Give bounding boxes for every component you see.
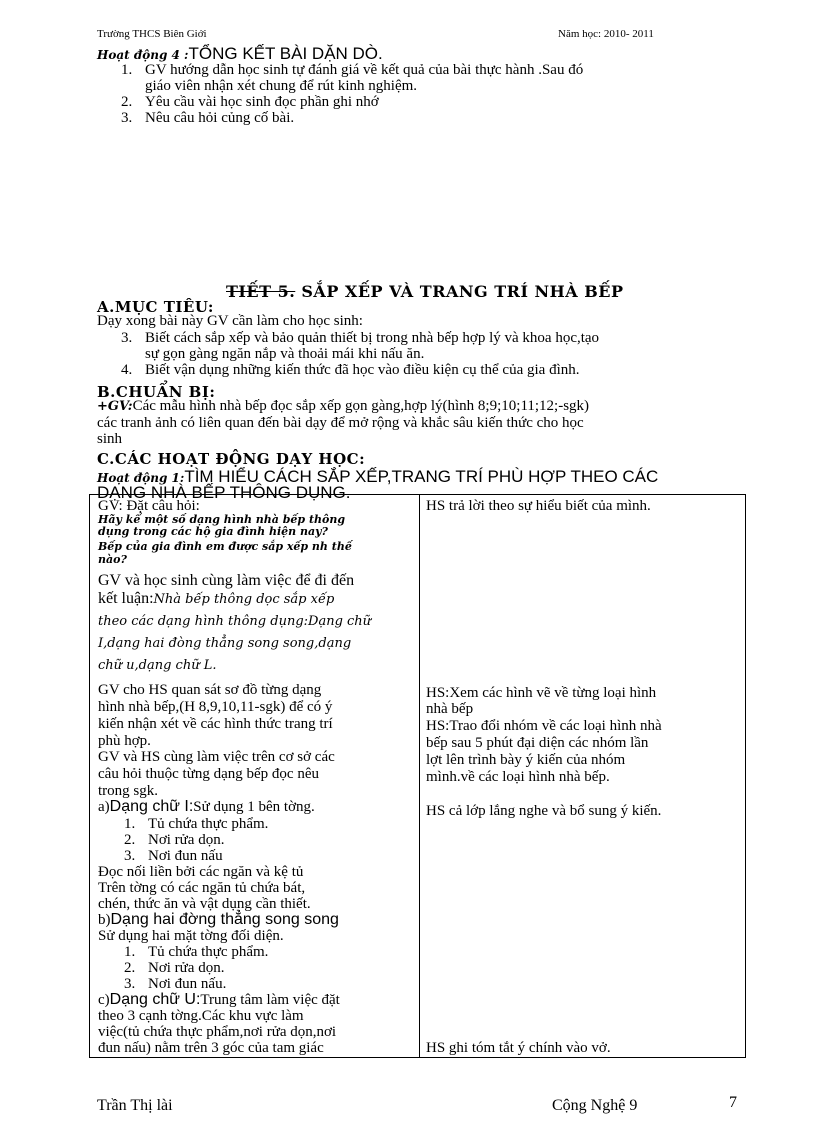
list-item: 2. Nơi rửa dọn. [124, 960, 225, 976]
conclusion-line: chữ u,dạng chữ L. [98, 658, 217, 673]
observe-line: GV cho HS quan sát sơ đồ từng dạng [98, 682, 322, 698]
list-item: 1. GV hướng dẫn học sinh tự đánh giá về kết quả của bài thực hành .Sau đó [121, 62, 584, 78]
work-line: GV và HS cùng làm việc trên cơ sở các [98, 749, 335, 765]
school-name: Trường THCS Biên Giới [97, 28, 207, 40]
activity1-line-2: DẠNG NHÀ BẾP THÔNG DỤNG. [97, 483, 351, 502]
footer-author: Trần Thị lài [97, 1097, 173, 1114]
question-label: GV: Đặt câu hỏi: [98, 498, 200, 514]
section-b-line-3: sinh [97, 431, 123, 447]
student-discuss: lợt lên trình bày ý kiến của nhóm [426, 752, 626, 768]
conclusion-line: theo các dạng hình thông dụng:Dạng chữ [98, 614, 372, 629]
student-discuss: HS:Trao đổi nhóm về các loại hình nhà [426, 718, 662, 734]
work-line: câu hỏi thuộc từng dạng bếp đọc nêu [98, 766, 319, 782]
student-view: HS:Xem các hình vẽ về từng loại hình [426, 685, 657, 701]
observe-line: hình nhà bếp,(H 8,9,10,11-sgk) để có ý [98, 699, 333, 715]
page-number: 7 [729, 1094, 737, 1111]
list-item: 2. Yêu cầu vài học sinh đọc phần ghi nhớ [121, 94, 379, 110]
section-b-heading: B.CHUẨN BỊ: [97, 383, 216, 401]
student-view: nhà bếp [426, 701, 474, 717]
type-a-text: chén, thức ăn và vật dụng cần thiết. [98, 896, 311, 912]
question-line: dụng trong các hộ gia đình hiện nay? [98, 525, 328, 538]
section-a-heading: A.MỤC TIÊU: [97, 298, 214, 316]
activity4-heading [97, 44, 383, 64]
type-b-text: Sử dụng hai mặt tờng đối diện. [98, 928, 284, 944]
list-item: 1. Tủ chứa thực phẩm. [124, 944, 269, 960]
student-answer: HS trả lời theo sự hiểu biết của mình. [426, 498, 651, 514]
type-a-text: Trên tờng có các ngăn tủ chứa bát, [98, 880, 306, 896]
lesson-title [226, 282, 624, 301]
conclusion-line: GV và học sinh cùng làm việc để đi đến [98, 572, 355, 589]
section-c-heading: C.CÁC HOẠT ĐỘNG DẠY HỌC: [97, 450, 366, 468]
activity4-list [121, 62, 583, 126]
type-a-heading: a)Dạng chữ I:Sử dụng 1 bên tờng. [98, 798, 315, 815]
list-item: 2. Nơi rửa dọn. [124, 832, 225, 848]
section-a-intro: Dạy xong bài này GV cần làm cho học sinh: [97, 313, 363, 329]
list-item: 4. Biết vận dụng những kiến thức đã học vào điều kiện cụ thể của gia đình. [121, 362, 580, 378]
activity1-line-1: TÌM HIỂU CÁCH SẮP XẾP,TRANG TRÍ PHÙ HỢP THEO CÁC [184, 467, 659, 486]
type-c-text: theo 3 cạnh tờng.Các khu vực làm [98, 1008, 304, 1024]
student-listen: HS cả lớp lắng nghe và bổ sung ý kiến. [426, 803, 662, 819]
table-column-divider [419, 494, 420, 1058]
section-a-list [121, 330, 599, 378]
list-item: 3. Biết cách sắp xếp và bảo quản thiết bị trong nhà bếp hợp lý và khoa học,tạo [121, 330, 600, 346]
activity1-label: Hoạt động 1: [97, 471, 185, 485]
student-discuss: bếp sau 5 phút đại diện các nhóm lần [426, 735, 649, 751]
question-line: nào? [98, 553, 127, 566]
conclusion-line: kết luận:Nhà bếp thông dọc sắp xếp [98, 590, 335, 607]
section-b-line-2: các tranh ảnh có liên quan đến bài dạy để mở rộng và khắc sâu kiến thức cho học [97, 415, 584, 431]
observe-line: phù hợp. [98, 733, 151, 749]
work-line: trong sgk. [98, 783, 158, 799]
observe-line: kiến nhận xét về các hình thức trang trí [98, 716, 333, 732]
list-item: 3. Nơi đun nấu [124, 848, 223, 864]
type-c-text: việc(tủ chứa thực phẩm,nơi rửa dọn,nơi [98, 1024, 337, 1040]
conclusion-line: I,dạng hai đòng thẳng song song,dạng [98, 636, 352, 651]
section-b-line-1: +GV:Các mẫu hình nhà bếp đọc sắp xếp gọn gàng,hợp lý(hình 8;9;10;11;12;-sgk) [97, 398, 590, 414]
list-item: giáo viên nhận xét chung để rút kinh nghiệm. [145, 78, 418, 94]
lesson-name: SẮP XẾP VÀ TRANG TRÍ NHÀ BẾP [301, 282, 624, 301]
question-line: Hãy kể một số dạng hình nhà bếp thông [98, 513, 346, 526]
student-discuss: mình.về các loại hình nhà bếp. [426, 769, 610, 785]
school-year: Năm học: 2010- 2011 [558, 28, 654, 40]
student-note: HS ghi tóm tắt ý chính vào vở. [426, 1040, 611, 1056]
list-item: 3. Nêu câu hỏi củng cố bài. [121, 110, 295, 126]
footer-subject: Cộng Nghệ 9 [552, 1097, 638, 1114]
list-item: sự gọn gàng ngăn nắp và thoải mái khi nấu ăn. [145, 346, 425, 362]
type-c-heading: c)Dạng chữ U:Trung tâm làm việc đặt [98, 991, 340, 1008]
type-c-text: đun nấu) nằm trên 3 góc của tam giác [98, 1040, 324, 1056]
activity4-label: Hoạt động 4 : [97, 48, 189, 62]
lesson-prefix: TIẾT 5. [226, 282, 296, 301]
type-a-text: Đọc nối liền bởi các ngăn và kệ tủ [98, 864, 304, 880]
type-b-heading: b)Dạng hai đờng thẳng song song [98, 911, 339, 928]
list-item: 3. Nơi đun nấu. [124, 976, 227, 992]
question-line: Bếp của gia đình em được sắp xếp nh thế [98, 540, 352, 553]
activity4-title: TỔNG KẾT BÀI DẶN DÒ. [188, 44, 383, 63]
list-item: 1. Tủ chứa thực phẩm. [124, 816, 269, 832]
